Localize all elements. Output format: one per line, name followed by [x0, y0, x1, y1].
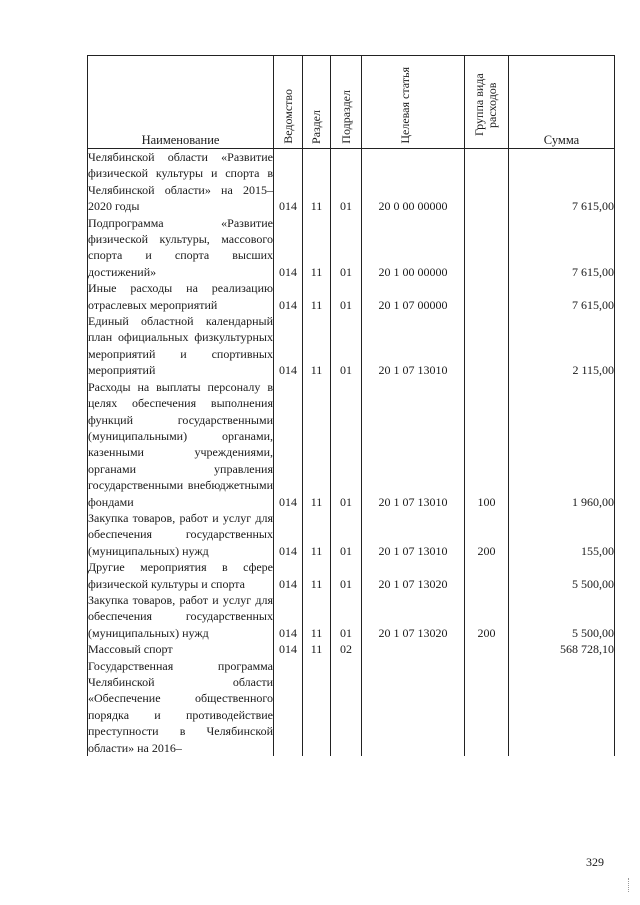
cell-summa: 7 615,00 — [509, 280, 615, 313]
cell-razdel — [303, 658, 331, 756]
header-gruppa-label: Группа вида расходов — [471, 73, 499, 136]
cell-gruppa — [465, 559, 509, 592]
cell-name: Единый областной календарный план официальных физкультурных мероприятий и спортивных мероприятий — [88, 314, 273, 378]
cell-celevaya: 20 1 07 13020 — [362, 592, 465, 641]
cell-gruppa — [465, 215, 509, 281]
cell-podrazdel: 01 — [331, 149, 362, 215]
cell-ved: 014 — [274, 641, 303, 657]
cell-podrazdel: 01 — [331, 215, 362, 281]
cell-name: Другие мероприятия в сфере физической культуры и спорта — [88, 560, 273, 591]
cell-razdel: 11 — [303, 313, 331, 379]
table-row — [88, 149, 615, 215]
cell-celevaya — [362, 658, 465, 756]
cell-gruppa — [465, 149, 509, 215]
cell-celevaya: 20 1 07 13010 — [362, 510, 465, 559]
header-ved-label: Ведомство — [280, 88, 295, 144]
table-header-row — [88, 56, 615, 149]
cell-summa: 5 500,00 — [509, 592, 615, 641]
cell-gruppa — [465, 641, 509, 657]
cell-razdel: 11 — [303, 592, 331, 641]
cell-summa: 7 615,00 — [509, 215, 615, 281]
cell-name: Челябинской области «Развитие физической культуры и спорта в Челябинской области» на 2015–2020 годы — [88, 150, 273, 214]
cell-ved: 014 — [274, 149, 303, 215]
cell-summa: 155,00 — [509, 510, 615, 559]
cell-name: Закупка товаров, работ и услуг для обеспечения государственных (муниципальных) нужд — [88, 592, 273, 640]
cell-celevaya — [362, 641, 465, 657]
table-row — [88, 215, 615, 281]
table-row — [88, 658, 615, 756]
cell-ved: 014 — [274, 379, 303, 510]
header-celevaya — [362, 56, 465, 149]
header-podrazdel-label: Подраздел — [338, 89, 353, 144]
cell-name: Иные расходы на реализацию отраслевых мероприятий — [88, 281, 273, 312]
header-name: Наименование — [88, 56, 274, 149]
cell-gruppa — [465, 313, 509, 379]
scan-edge-mark — [628, 878, 631, 892]
cell-name: Массовый спорт — [88, 641, 274, 657]
cell-razdel: 11 — [303, 215, 331, 281]
cell-razdel: 11 — [303, 379, 331, 510]
page-number: 329 — [586, 855, 604, 869]
cell-name: Расходы на выплаты персоналу в целях обеспечения выполнения функций государственными (муниципальными) органами, казенными учреждениями, органами управления государственными внебюджетными фондами — [88, 379, 273, 509]
cell-summa: 2 115,00 — [509, 313, 615, 379]
header-podrazdel — [331, 56, 362, 149]
cell-gruppa — [465, 280, 509, 313]
header-razdel — [303, 56, 331, 149]
cell-celevaya: 20 1 07 13020 — [362, 559, 465, 592]
header-gruppa — [465, 56, 509, 149]
cell-podrazdel: 02 — [331, 641, 362, 657]
cell-podrazdel: 01 — [331, 510, 362, 559]
table-row — [88, 313, 615, 379]
cell-razdel: 11 — [303, 559, 331, 592]
cell-ved: 014 — [274, 280, 303, 313]
table-row — [88, 641, 615, 657]
table-body — [88, 149, 615, 757]
cell-gruppa: 100 — [465, 379, 509, 510]
cell-razdel: 11 — [303, 149, 331, 215]
header-ved — [274, 56, 303, 149]
cell-name: Подпрограмма «Развитие физической культуры, массового спорта и спорта высших достижений» — [88, 215, 273, 279]
cell-razdel: 11 — [303, 641, 331, 657]
cell-name: Государственная программа Челябинской области «Обеспечение общественного порядка и противодействие преступности в Челябинской области» на 2016– — [88, 658, 273, 755]
cell-podrazdel: 01 — [331, 313, 362, 379]
cell-celevaya: 20 0 00 00000 — [362, 149, 465, 215]
cell-podrazdel: 01 — [331, 379, 362, 510]
header-celevaya-label: Целевая статья — [398, 66, 412, 144]
cell-razdel: 11 — [303, 280, 331, 313]
cell-ved: 014 — [274, 313, 303, 379]
cell-summa — [509, 658, 615, 756]
cell-celevaya: 20 1 07 00000 — [362, 280, 465, 313]
table-row — [88, 592, 615, 641]
cell-podrazdel: 01 — [331, 280, 362, 313]
header-summa: Сумма — [509, 56, 615, 149]
table-row — [88, 280, 615, 313]
cell-summa: 7 615,00 — [509, 149, 615, 215]
cell-podrazdel: 01 — [331, 559, 362, 592]
cell-summa: 5 500,00 — [509, 559, 615, 592]
header-razdel-label: Раздел — [309, 109, 323, 144]
cell-celevaya: 20 1 07 13010 — [362, 379, 465, 510]
cell-ved — [274, 658, 303, 756]
cell-ved: 014 — [274, 592, 303, 641]
cell-ved: 014 — [274, 559, 303, 592]
cell-celevaya: 20 1 07 13010 — [362, 313, 465, 379]
cell-podrazdel: 01 — [331, 592, 362, 641]
cell-podrazdel — [331, 658, 362, 756]
cell-summa: 1 960,00 — [509, 379, 615, 510]
cell-gruppa: 200 — [465, 510, 509, 559]
cell-ved: 014 — [274, 215, 303, 281]
cell-name: Закупка товаров, работ и услуг для обеспечения государственных (муниципальных) нужд — [88, 510, 273, 558]
cell-gruppa: 200 — [465, 592, 509, 641]
cell-gruppa — [465, 658, 509, 756]
cell-summa: 568 728,10 — [509, 641, 615, 657]
cell-ved: 014 — [274, 510, 303, 559]
table-row — [88, 559, 615, 592]
table-row — [88, 510, 615, 559]
cell-razdel: 11 — [303, 510, 331, 559]
cell-celevaya: 20 1 00 00000 — [362, 215, 465, 281]
budget-table — [87, 55, 615, 756]
table-row — [88, 379, 615, 510]
